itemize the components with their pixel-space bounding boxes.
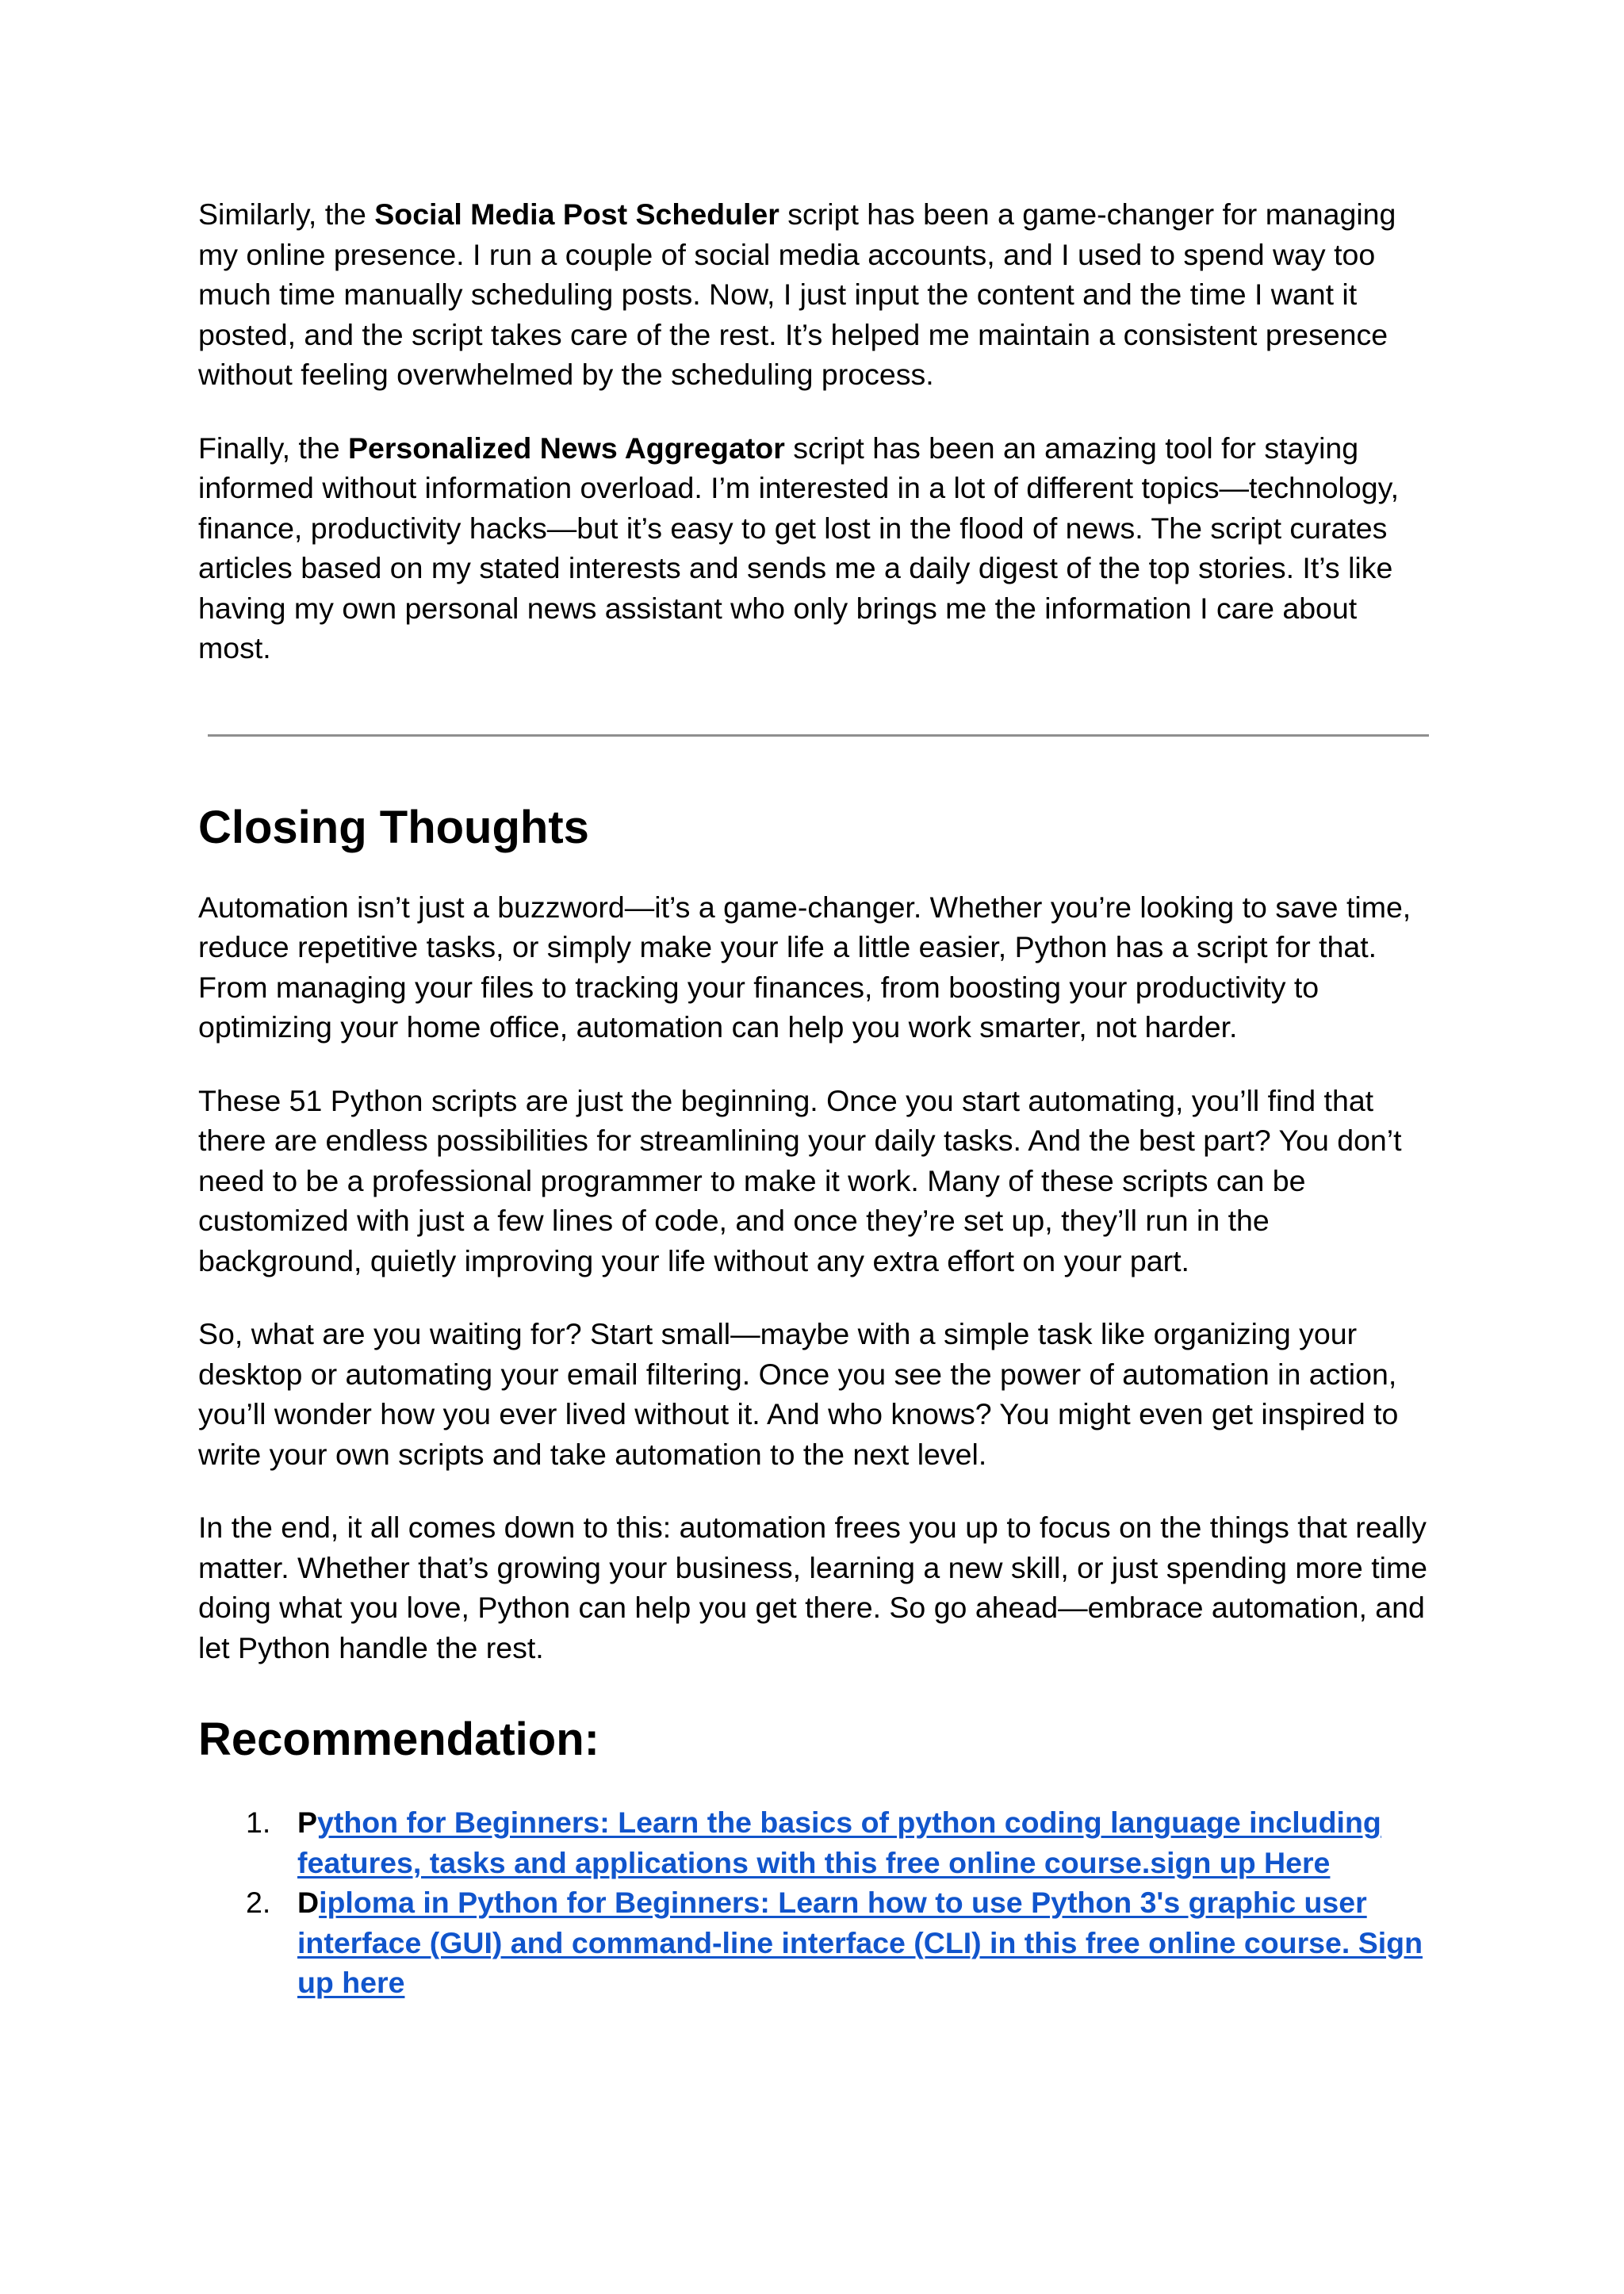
document-page <box>198 194 1435 2003</box>
closing-thoughts-heading: Closing Thoughts <box>198 801 589 853</box>
bold-term: Personalized News Aggregator <box>347 431 785 465</box>
recommendation-item <box>198 1882 1435 2003</box>
recommendation-item <box>198 1802 1435 1882</box>
paragraph-news-aggregator: Finally, the Personalized News Aggregator script has been an amazing tool for staying informed without information overload. I’m interested in a lot of different topics—technology, finance, productivity hacks—but it’s easy to get lost in the flood of news. The script curates articles based on my stated interests and sends me a daily digest of the top stories. It’s like having my own personal news assistant who only brings me the information I care about most. <box>198 431 1399 664</box>
list-number: 1. <box>246 1806 271 1839</box>
recommendation-list <box>198 1802 1435 2003</box>
course-link-diploma-python[interactable]: iploma in Python for Beginners: Learn how to use Python 3's graphic user interface (GUI) and command-line interface (CLI) in this free online course. Sign up here <box>297 1886 1423 1999</box>
closing-paragraph: So, what are you waiting for? Start small—maybe with a simple task like organizing your desktop or automating your email filtering. Once you see the power of automation in action, you’ll wonder how you ever lived without it. And who knows? You might even get inspired to write your own scripts and take automation to the next level. <box>198 1317 1399 1471</box>
closing-paragraph: In the end, it all comes down to this: automation frees you up to focus on the things that really matter. Whether that’s growing your business, learning a new skill, or just spending more time doing what you love, Python can help you get there. So go ahead—embrace automation, and let Python handle the rest. <box>198 1511 1428 1664</box>
recommendation-heading: Recommendation: <box>198 1714 599 1765</box>
horizontal-divider <box>208 734 1429 737</box>
closing-paragraph: These 51 Python scripts are just the beginning. Once you start automating, you’ll find that there are endless possibilities for streamlining your daily tasks. And the best part? You don’t need to be a professional programmer to make it work. Many of these scripts can be customized with just a few lines of code, and once they’re set up, they’ll run in the background, quietly improving your life without any extra effort on your part. <box>198 1083 1402 1277</box>
closing-section <box>198 887 1435 1668</box>
list-number: 2. <box>246 1886 271 1919</box>
paragraph-social-media-scheduler: Similarly, the Social Media Post Scheduler script has been a game-changer for managing my online presence. I run a couple of social media accounts, and I used to spend way too much time manually scheduling posts. Now, I just input the content and the time I want it posted, and the script takes care of the rest. It’s helped me maintain a consistent presence without feeling overwhelmed by the scheduling process. <box>198 197 1396 391</box>
first-letter: P <box>297 1806 318 1839</box>
course-link-python-beginners[interactable]: ython for Beginners: Learn the basics of python coding language including features, tasks and applications with this free online course.sign up Here <box>297 1806 1381 1879</box>
bold-term: Social Media Post Scheduler <box>374 197 779 231</box>
first-letter: D <box>297 1886 320 1919</box>
closing-paragraph: Automation isn’t just a buzzword—it’s a game-changer. Whether you’re looking to save time, reduce repetitive tasks, or simply make your life a little easier, Python has a script for that. From managing your files to tracking your finances, from boosting your productivity to optimizing your home office, automation can help you work smarter, not harder. <box>198 890 1411 1044</box>
